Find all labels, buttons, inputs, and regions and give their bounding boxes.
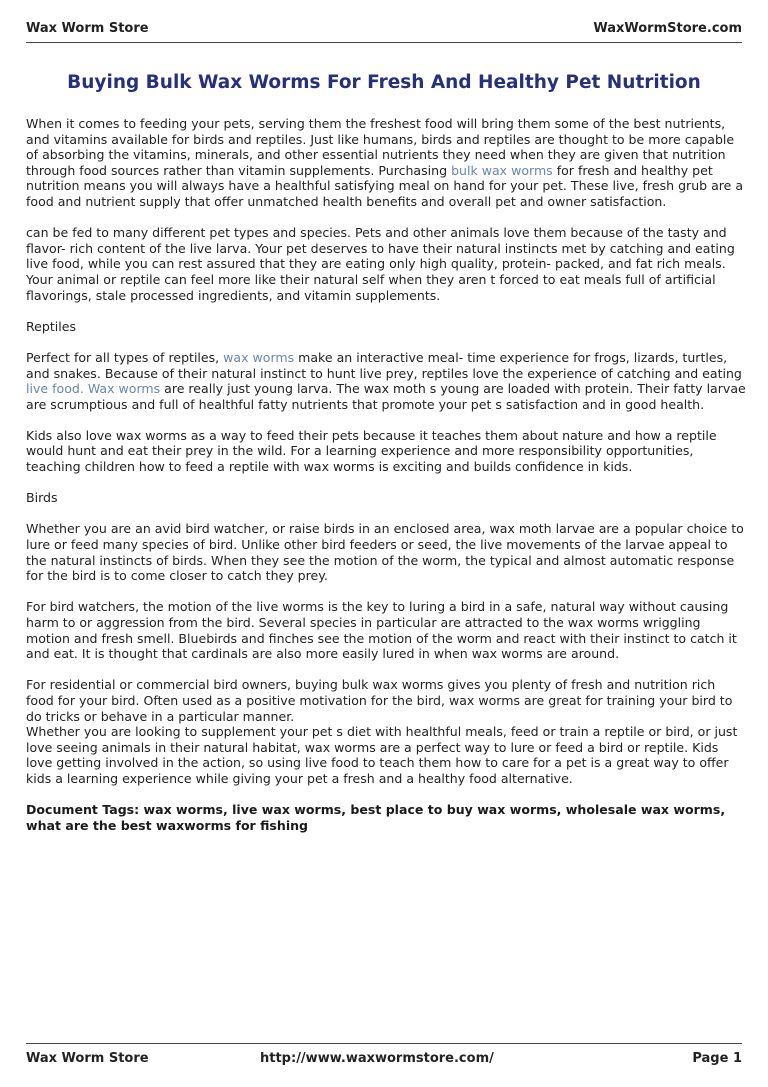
footer-page-number: Page 1 <box>692 1051 742 1066</box>
document-tags: Document Tags: wax worms, live wax worms, best place to buy wax worms, wholesale wax worms, what are the best waxworms for fishing <box>26 802 726 833</box>
paragraph-intro-text-b: for fresh and healthy pet nutrition means you will always have a healthful satisfying meal on hand for your pet. These live, fresh grub are a food and nutrient supply that offer unmatched health benefits and overall pet and owner satisfaction. <box>26 162 744 209</box>
page-footer <box>26 1051 742 1069</box>
document-title: Buying Bulk Wax Worms For Fresh And Healthy Pet Nutrition <box>67 72 701 93</box>
paragraph-reptiles <box>26 350 746 412</box>
paragraph-conclusion: Whether you are looking to supplement your pet s diet with healthful meals, feed or train a reptile or bird, or just love seeing animals in their natural habitat, wax worms are a perfect way to lure or feed a bird or reptile. Kids love getting involved in the action, so using live food to teach them how to care for a pet is a great way to offer kids a learning experience while giving your pet a fresh and a healthy food alternative. <box>26 724 738 786</box>
paragraph-intro-text-a: When it comes to feeding your pets, serving them the freshest food will bring them some of the best nutrients, and vitamins available for birds and reptiles. Just like humans, birds and reptiles are thought to be more capable of absorbing the vitamins, minerals, and other essential nutrients they need when they are given that nutrition through food sources rather than vitamin supplements. Purchasing <box>26 116 735 178</box>
heading-birds: Birds <box>26 490 58 506</box>
paragraph-intro <box>26 116 746 210</box>
link-wax-worms[interactable]: wax worms <box>223 349 295 365</box>
footer-divider <box>26 1043 742 1044</box>
paragraph-birds: Whether you are an avid bird watcher, or raise birds in an enclosed area, wax moth larvae are a popular choice to lure or feed many species of bird. Unlike other bird feeders or seed, the live movements of the larvae appeal to the natural instincts of birds. When they see the motion of the worm, the typical and almost automatic response for the bird is to come closer to catch they prey. <box>26 521 744 584</box>
link-live-food[interactable]: live food. Wax worms <box>26 381 161 397</box>
link-bulk-wax-worms[interactable]: bulk wax worms <box>451 162 553 178</box>
paragraph-kids: Kids also love wax worms as a way to feed their pets because it teaches them about nature and how a reptile would hunt and eat their prey in the wild. For a learning experience and more responsibility opportunities, teaching children how to feed a reptile with wax worms is exciting and builds confidence in kids. <box>26 427 717 475</box>
paragraph-reptiles-text-c: are really just young larva. The wax moth s young are loaded with protein. Their fatty larvae are scrumptious and full of healthful fatty nutrients that promote your pet s satisfaction and in good health. <box>26 381 746 412</box>
paragraph-reptiles-text-b: make an interactive meal- time experience for frogs, lizards, turtles, and snakes. Because of their natural instinct to hunt live prey, reptiles love the experience of catching and eating <box>26 349 742 381</box>
document-body <box>26 116 746 849</box>
header-divider <box>26 42 742 43</box>
heading-reptiles: Reptiles <box>26 318 76 334</box>
paragraph-reptiles-text-a: Perfect for all types of reptiles, <box>26 349 224 365</box>
paragraph-bird-watchers: For bird watchers, the motion of the live worms is the key to luring a bird in a safe, natural way without causing harm to or aggression from the bird. Several species in particular are attracted to the wax worms wriggling motion and fresh smell. Bluebirds and finches see the motion of the worm and react with their instinct to catch it and eat. It is thought that cardinals are also more easily lured in when wax worms are around. <box>26 599 737 662</box>
paragraph-pets: can be fed to many different pet types and species. Pets and other animals love them because of the tasty and flavor- rich content of the live larva. Your pet deserves to have their natural instincts met by catching and eating live food, while you can rest assured that they are eating only high quality, protein- packed, and fat rich meals. Your animal or reptile can feel more like their natural self when they aren t forced to eat meals full of artificial flavorings, stale processed ingredients, and vitamin supplements. <box>26 225 735 303</box>
paragraph-bird-owners: For residential or commercial bird owners, buying bulk wax worms gives you plenty of fresh and nutrition rich food for your bird. Often used as a positive motivation for the bird, wax worms are great for training your bird to do tricks or behave in a particular manner. <box>26 677 733 724</box>
footer-url: http://www.waxwormstore.com/ <box>260 1051 494 1066</box>
header-left-title: Wax Worm Store <box>26 21 149 36</box>
footer-left-title: Wax Worm Store <box>26 1051 149 1066</box>
page-header <box>26 21 742 36</box>
header-right-site: WaxWormStore.com <box>593 21 742 36</box>
